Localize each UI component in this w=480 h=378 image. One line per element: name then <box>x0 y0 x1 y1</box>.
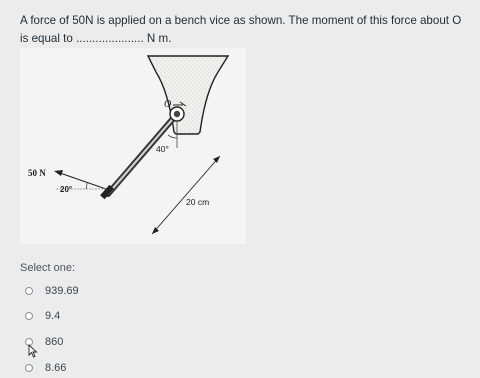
angle-top-label: 40° <box>156 144 169 154</box>
option-label: 939.69 <box>45 285 79 297</box>
vice-body <box>148 56 228 134</box>
angle-force-label: 20° <box>60 185 73 194</box>
length-label: 20 cm <box>186 197 210 207</box>
radio-icon[interactable] <box>25 312 33 320</box>
radio-icon[interactable] <box>25 364 33 372</box>
option-label: 860 <box>45 336 64 348</box>
option-4[interactable] <box>25 359 66 377</box>
select-one-label: Select one: <box>20 262 76 274</box>
point-label: O <box>164 99 172 110</box>
radio-icon[interactable] <box>25 287 33 295</box>
question-figure <box>20 48 246 244</box>
question-text: A force of 50N is applied on a bench vice as shown. The moment of this force about O is equal to ..................... N m. <box>20 14 462 45</box>
bench-vice-diagram <box>20 48 246 244</box>
mouse-pointer-icon <box>28 344 38 358</box>
force-label: 50 N <box>28 168 46 178</box>
option-2[interactable] <box>25 307 60 325</box>
option-label: 9.4 <box>45 310 61 322</box>
option-1[interactable] <box>25 282 79 300</box>
option-label: 8.66 <box>45 362 67 374</box>
